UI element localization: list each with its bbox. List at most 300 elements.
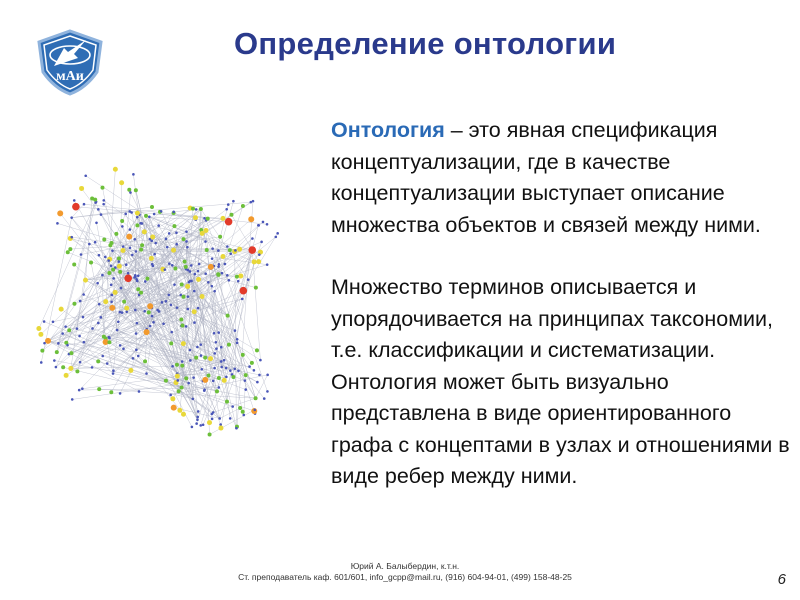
graph-node bbox=[205, 248, 209, 252]
graph-node bbox=[236, 338, 239, 341]
graph-node bbox=[57, 342, 60, 345]
graph-node bbox=[241, 298, 244, 301]
graph-node bbox=[171, 365, 174, 368]
graph-node bbox=[250, 361, 254, 365]
graph-node bbox=[102, 199, 105, 202]
graph-node bbox=[165, 238, 168, 241]
graph-node bbox=[181, 360, 184, 363]
graph-node bbox=[75, 369, 79, 373]
graph-node bbox=[181, 237, 185, 241]
graph-node bbox=[223, 359, 226, 362]
graph-node bbox=[244, 388, 247, 391]
graph-node bbox=[128, 210, 131, 213]
graph-node bbox=[81, 387, 84, 390]
graph-node bbox=[38, 332, 43, 337]
graph-node bbox=[150, 205, 154, 209]
graph-node bbox=[120, 219, 124, 223]
graph-node bbox=[175, 374, 180, 379]
graph-node bbox=[102, 237, 106, 241]
graph-node bbox=[94, 201, 97, 204]
graph-node bbox=[171, 248, 176, 253]
graph-node bbox=[90, 196, 94, 200]
graph-node bbox=[253, 369, 256, 372]
graph-node bbox=[191, 207, 195, 211]
logo-text: мАи bbox=[56, 69, 84, 84]
graph-node bbox=[141, 222, 144, 225]
graph-node bbox=[43, 342, 46, 345]
graph-node bbox=[196, 416, 199, 419]
graph-node bbox=[131, 254, 134, 257]
graph-node bbox=[185, 284, 190, 289]
graph-node bbox=[117, 320, 120, 323]
graph-node bbox=[135, 349, 138, 352]
graph-node bbox=[211, 418, 214, 421]
graph-node bbox=[171, 264, 174, 267]
graph-node bbox=[91, 366, 94, 369]
graph-node bbox=[192, 309, 197, 314]
graph-node bbox=[129, 191, 132, 194]
graph-node bbox=[212, 411, 215, 414]
footer-contacts: Ст. преподаватель каф. 601/601, info_gcpp@mail.ru, (916) 604-94-01, (499) 158-48-25 bbox=[238, 572, 572, 582]
graph-node bbox=[218, 417, 221, 420]
graph-node bbox=[200, 354, 203, 357]
graph-node bbox=[143, 359, 147, 363]
graph-node bbox=[187, 295, 190, 298]
graph-node bbox=[203, 356, 207, 360]
ontology-graph-illustration bbox=[18, 165, 308, 450]
graph-node bbox=[69, 351, 73, 355]
graph-node bbox=[68, 247, 72, 251]
graph-node bbox=[172, 224, 176, 228]
graph-node bbox=[211, 257, 214, 260]
graph-node bbox=[170, 304, 173, 307]
graph-node bbox=[94, 241, 97, 244]
graph-node bbox=[122, 245, 125, 248]
graph-node bbox=[207, 373, 211, 377]
graph-node bbox=[120, 248, 125, 253]
graph-node bbox=[229, 252, 232, 255]
graph-node bbox=[220, 366, 223, 369]
graph-node bbox=[78, 335, 81, 338]
graph-node bbox=[129, 247, 132, 250]
graph-node bbox=[249, 201, 252, 204]
page-title: Определение онтологии bbox=[234, 26, 617, 61]
graph-node bbox=[199, 207, 203, 211]
graph-node bbox=[107, 271, 111, 275]
graph-node bbox=[134, 274, 137, 277]
footer bbox=[0, 561, 800, 583]
graph-node bbox=[73, 199, 76, 202]
graph-node bbox=[145, 277, 149, 281]
graph-node bbox=[195, 208, 198, 211]
graph-node bbox=[97, 322, 100, 325]
graph-node bbox=[257, 224, 260, 227]
graph-node bbox=[122, 347, 125, 350]
graph-node bbox=[189, 270, 192, 273]
graph-node bbox=[136, 216, 139, 219]
graph-node bbox=[55, 350, 59, 354]
graph-node bbox=[225, 218, 233, 226]
graph-node bbox=[72, 262, 76, 266]
graph-node bbox=[192, 398, 195, 401]
graph-node bbox=[177, 408, 182, 413]
graph-node bbox=[234, 329, 237, 332]
graph-node bbox=[148, 215, 151, 218]
graph-node bbox=[83, 278, 88, 283]
graph-node bbox=[91, 327, 94, 330]
graph-node bbox=[200, 294, 205, 299]
graph-node bbox=[185, 325, 188, 328]
graph-node bbox=[110, 264, 113, 267]
graph-node bbox=[183, 260, 187, 264]
graph-node bbox=[182, 295, 186, 299]
graph-node bbox=[266, 390, 269, 393]
graph-node bbox=[79, 300, 82, 303]
graph-node bbox=[134, 188, 138, 192]
graph-node bbox=[241, 204, 245, 208]
graph-node bbox=[88, 243, 91, 246]
graph-node bbox=[138, 390, 141, 393]
graph-node bbox=[244, 373, 248, 377]
graph-node bbox=[206, 217, 210, 221]
graph-node bbox=[175, 243, 178, 246]
graph-node bbox=[198, 263, 201, 266]
graph-node bbox=[79, 186, 84, 191]
graph-node bbox=[235, 427, 238, 430]
graph-node bbox=[231, 405, 234, 408]
graph-node bbox=[226, 274, 229, 277]
graph-node bbox=[241, 353, 245, 357]
graph-node bbox=[97, 387, 101, 391]
graph-node bbox=[187, 308, 190, 311]
graph-node bbox=[112, 277, 115, 280]
graph-node bbox=[256, 381, 259, 384]
graph-node bbox=[139, 291, 143, 295]
graph-node bbox=[124, 274, 132, 282]
graph-node bbox=[217, 331, 220, 334]
graph-node bbox=[139, 248, 143, 252]
graph-node bbox=[193, 290, 196, 293]
graph-node bbox=[109, 390, 113, 394]
graph-node bbox=[266, 374, 269, 377]
graph-node bbox=[66, 250, 70, 254]
graph-node bbox=[119, 344, 122, 347]
term-ontology: Онтология bbox=[331, 118, 445, 142]
graph-node bbox=[113, 290, 118, 295]
graph-node bbox=[152, 265, 155, 268]
graph-node bbox=[79, 361, 82, 364]
graph-node bbox=[107, 259, 110, 262]
graph-node bbox=[175, 363, 179, 367]
graph-node bbox=[176, 306, 179, 309]
graph-node bbox=[194, 273, 197, 276]
graph-node bbox=[258, 374, 261, 377]
graph-node bbox=[98, 303, 101, 306]
graph-node bbox=[100, 213, 103, 216]
graph-node bbox=[89, 261, 93, 265]
graph-node bbox=[103, 299, 108, 304]
graph-node bbox=[227, 203, 230, 206]
graph-node bbox=[117, 260, 120, 263]
graph-node bbox=[216, 272, 220, 276]
graph-node bbox=[98, 254, 101, 257]
graph-node bbox=[132, 357, 135, 360]
graph-node bbox=[127, 188, 131, 192]
graph-node bbox=[72, 203, 80, 211]
graph-node bbox=[197, 410, 200, 413]
graph-node bbox=[208, 356, 213, 361]
graph-node bbox=[203, 389, 206, 392]
graph-node bbox=[193, 321, 196, 324]
graph-node bbox=[219, 423, 222, 426]
graph-node bbox=[233, 367, 236, 370]
graph-node bbox=[204, 240, 207, 243]
graph-node bbox=[149, 256, 154, 261]
graph-node bbox=[147, 310, 151, 314]
graph-node bbox=[96, 359, 100, 363]
graph-node bbox=[241, 410, 245, 414]
graph-node bbox=[213, 367, 216, 370]
graph-node bbox=[199, 343, 202, 346]
graph-node bbox=[202, 377, 208, 383]
graph-node bbox=[147, 303, 153, 309]
graph-node bbox=[254, 396, 258, 400]
graph-node bbox=[145, 372, 148, 375]
graph-node bbox=[220, 360, 223, 363]
graph-node bbox=[168, 294, 171, 297]
graph-node bbox=[110, 283, 113, 286]
graph-node bbox=[235, 275, 239, 279]
graph-node bbox=[234, 249, 237, 252]
graph-node bbox=[218, 235, 222, 239]
graph-node bbox=[120, 287, 123, 290]
graph-node bbox=[248, 246, 256, 254]
graph-node bbox=[170, 331, 173, 334]
graph-node bbox=[129, 228, 132, 231]
graph-node bbox=[112, 369, 115, 372]
graph-node bbox=[207, 281, 210, 284]
graph-node bbox=[193, 215, 198, 220]
graph-node bbox=[84, 174, 87, 177]
graph-node bbox=[128, 368, 133, 373]
graph-node bbox=[176, 379, 179, 382]
graph-node bbox=[190, 264, 193, 267]
graph-node bbox=[189, 349, 192, 352]
graph-node bbox=[169, 341, 173, 345]
graph-node bbox=[228, 248, 232, 252]
graph-node bbox=[144, 329, 150, 335]
graph-node bbox=[135, 223, 139, 227]
graph-node bbox=[180, 364, 184, 368]
graph-node bbox=[217, 386, 220, 389]
graph-node bbox=[119, 180, 124, 185]
graph-node bbox=[142, 229, 147, 234]
graph-node bbox=[215, 389, 219, 393]
graph-node bbox=[248, 365, 251, 368]
graph-node bbox=[227, 343, 231, 347]
graph-node bbox=[118, 270, 122, 274]
graph-node bbox=[127, 272, 130, 275]
graph-node bbox=[111, 268, 115, 272]
graph-node bbox=[112, 372, 115, 375]
graph-node bbox=[61, 365, 65, 369]
graph-node bbox=[200, 368, 203, 371]
graph-node bbox=[40, 361, 43, 364]
graph-node bbox=[266, 223, 269, 226]
graph-node bbox=[166, 246, 169, 249]
graph-node bbox=[154, 242, 157, 245]
graph-node bbox=[266, 263, 269, 266]
graph-node bbox=[160, 210, 163, 213]
graph-node bbox=[254, 286, 258, 290]
graph-node bbox=[185, 230, 188, 233]
graph-node bbox=[229, 369, 232, 372]
graph-node bbox=[274, 236, 277, 239]
graph-node bbox=[71, 398, 74, 401]
graph-node bbox=[143, 310, 146, 313]
graph-node bbox=[165, 300, 168, 303]
graph-node bbox=[215, 341, 218, 344]
graph-node bbox=[150, 234, 155, 239]
graph-node bbox=[110, 301, 113, 304]
graph-node bbox=[124, 306, 129, 311]
graph-node bbox=[40, 349, 44, 353]
graph-node bbox=[97, 208, 100, 211]
definition-rest: – это явная спецификация концептуализации, где в качестве концептуализации выступает описание множества объектов и связей между ними. bbox=[331, 118, 761, 237]
graph-node bbox=[258, 253, 261, 256]
graph-node bbox=[208, 264, 214, 270]
graph-node bbox=[83, 203, 86, 206]
graph-node bbox=[153, 213, 156, 216]
graph-node bbox=[226, 314, 230, 318]
footer-author: Юрий А. Балыбердин, к.т.н. bbox=[350, 561, 460, 571]
graph-node bbox=[99, 316, 102, 319]
graph-node bbox=[171, 405, 177, 411]
graph-node bbox=[122, 300, 126, 304]
graph-node bbox=[222, 378, 227, 383]
graph-node bbox=[121, 225, 124, 228]
graph-node bbox=[137, 274, 140, 277]
graph-node bbox=[107, 340, 111, 344]
graph-node bbox=[70, 216, 73, 219]
graph-node bbox=[207, 420, 212, 425]
graph-node bbox=[136, 280, 139, 283]
graph-node bbox=[184, 265, 188, 269]
graph-node bbox=[238, 406, 242, 410]
graph-node bbox=[211, 285, 214, 288]
graph-node bbox=[36, 326, 41, 331]
graph-node bbox=[162, 322, 165, 325]
graph-node bbox=[276, 232, 279, 235]
graph-node bbox=[175, 231, 178, 234]
graph-node bbox=[136, 322, 139, 325]
graph-node bbox=[260, 241, 263, 244]
graph-node bbox=[196, 277, 201, 282]
graph-node bbox=[125, 310, 128, 313]
graph-node bbox=[197, 307, 200, 310]
graph-node bbox=[121, 311, 124, 314]
graph-node bbox=[217, 376, 221, 380]
graph-node bbox=[133, 238, 136, 241]
graph-node bbox=[151, 315, 154, 318]
graph-node bbox=[45, 338, 51, 344]
graph-node bbox=[248, 216, 254, 222]
graph-node bbox=[52, 320, 55, 323]
graph-node bbox=[113, 167, 118, 172]
graph-node bbox=[218, 263, 221, 266]
graph-node bbox=[253, 409, 256, 412]
graph-node bbox=[263, 397, 266, 400]
graph-node bbox=[144, 280, 147, 283]
graph-node bbox=[78, 389, 81, 392]
graph-node bbox=[180, 283, 184, 287]
graph-node bbox=[200, 231, 205, 236]
graph-node bbox=[212, 380, 215, 383]
graph-node bbox=[117, 264, 122, 269]
graph-node bbox=[137, 355, 140, 358]
graph-node bbox=[109, 305, 115, 311]
graph-node bbox=[157, 224, 160, 227]
graph-node bbox=[189, 359, 192, 362]
graph-node bbox=[119, 392, 122, 395]
graph-node bbox=[57, 210, 63, 216]
graph-node bbox=[132, 173, 135, 176]
graph-node bbox=[230, 213, 234, 217]
graph-node bbox=[252, 259, 257, 264]
graph-node bbox=[186, 269, 189, 272]
graph-node bbox=[110, 294, 113, 297]
graph-node bbox=[203, 217, 206, 220]
graph-node bbox=[217, 249, 220, 252]
graph-node bbox=[104, 256, 107, 259]
graph-node bbox=[100, 186, 104, 190]
graph-node bbox=[213, 352, 216, 355]
graph-node bbox=[56, 222, 59, 225]
graph-node bbox=[67, 328, 71, 332]
graph-node bbox=[226, 245, 229, 248]
graph-node bbox=[196, 346, 199, 349]
graph-node bbox=[191, 426, 194, 429]
graph-node bbox=[111, 249, 114, 252]
graph-node bbox=[242, 414, 245, 417]
graph-node bbox=[82, 293, 85, 296]
graph-node bbox=[237, 247, 242, 252]
graph-node bbox=[80, 253, 83, 256]
graph-node bbox=[251, 237, 254, 240]
graph-node bbox=[195, 422, 198, 425]
graph-node bbox=[135, 250, 138, 253]
graph-node bbox=[213, 290, 216, 293]
graph-node bbox=[173, 283, 176, 286]
definition-text bbox=[331, 115, 793, 493]
graph-node bbox=[220, 216, 225, 221]
graph-node bbox=[95, 222, 98, 225]
graph-node bbox=[225, 400, 229, 404]
graph-node bbox=[66, 344, 69, 347]
graph-node bbox=[220, 346, 223, 349]
graph-node bbox=[237, 280, 240, 283]
graph-node bbox=[135, 332, 138, 335]
graph-node bbox=[156, 309, 159, 312]
graph-node bbox=[256, 259, 261, 264]
graph-node bbox=[197, 270, 200, 273]
graph-node bbox=[186, 246, 189, 249]
graph-node bbox=[173, 267, 177, 271]
graph-node bbox=[225, 208, 228, 211]
graph-node bbox=[192, 376, 195, 379]
graph-node bbox=[110, 241, 114, 245]
graph-node bbox=[224, 263, 227, 266]
